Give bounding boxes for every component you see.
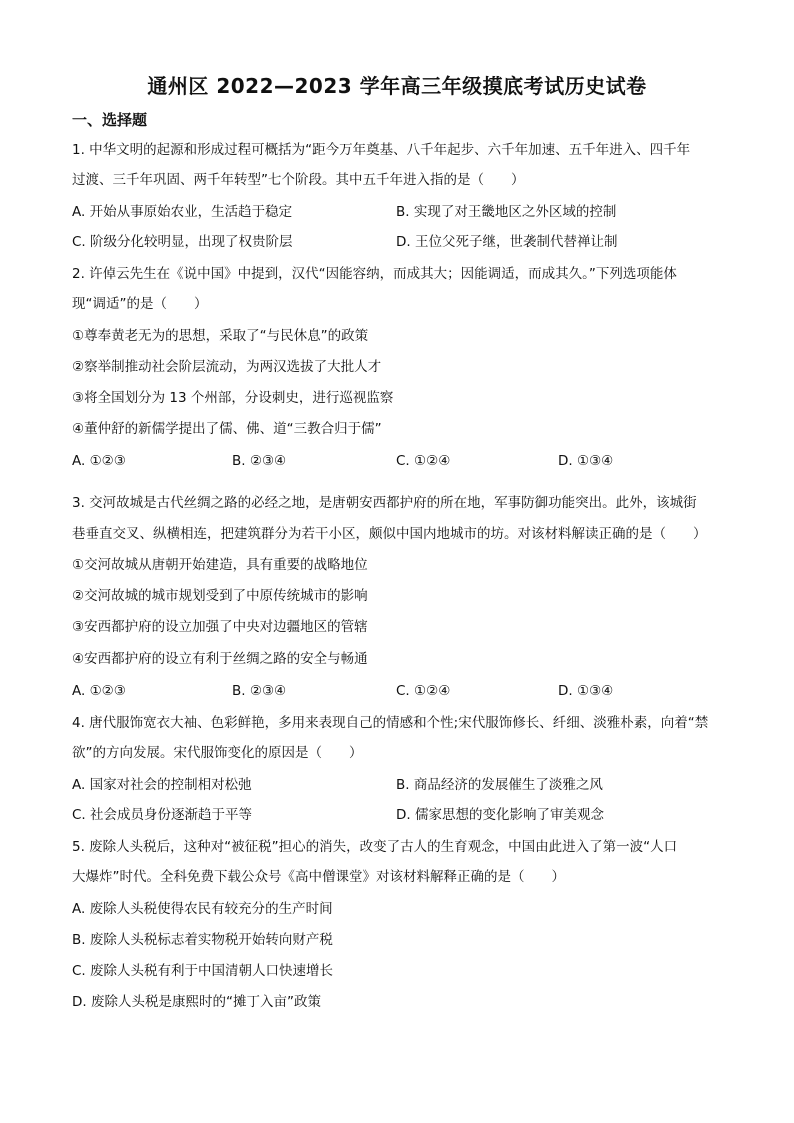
q5-stem-line1: 5. 废除人头税后，这种对“被征税”担心的消失，改变了古人的生育观念，中国由此进入了第一波“人口 (72, 839, 678, 855)
q1-options-row2 (72, 233, 732, 251)
q3-option-a: A. ①②③ (72, 683, 126, 699)
q2-options-row (72, 452, 732, 470)
q2-option-d: D. ①③④ (558, 453, 614, 469)
q2-stem-line1: 2. 许倬云先生在《说中国》中提到，汉代“因能容纳，而成其大；因能调适，而成其久。”下列选项能体 (72, 266, 677, 282)
page-title: 通州区 2022—2023 学年高三年级摸底考试历史试卷 (147, 74, 647, 98)
q1-options-row1 (72, 203, 732, 221)
q5-option-b: B. 废除人头税标志着实物税开始转向财产税 (72, 932, 333, 948)
q1-option-d: D. 王位父死子继，世袭制代替禅让制 (396, 234, 618, 250)
q4-options-row1 (72, 776, 732, 794)
q1-stem-line1: 1. 中华文明的起源和形成过程可概括为“距今万年奠基、八千年起步、六千年加速、五千年进入、四千年 (72, 142, 691, 158)
q3-option-b: B. ②③④ (232, 683, 287, 699)
q4-option-c: C. 社会成员身份逐渐趋于平等 (72, 807, 253, 823)
q2-item-4: ④董仲舒的新儒学提出了儒、佛、道“三教合归于儒” (72, 421, 382, 437)
q4-option-a: A. 国家对社会的控制相对松弛 (72, 777, 252, 793)
q4-option-b: B. 商品经济的发展催生了淡雅之风 (396, 777, 603, 793)
q2-option-b: B. ②③④ (232, 453, 287, 469)
q3-item-3: ③安西都护府的设立加强了中央对边疆地区的管辖 (72, 619, 368, 635)
q3-stem-line2: 巷垂直交叉、纵横相连，把建筑群分为若干小区，颇似中国内地城市的坊。对该材料解读正确的是（ ） (72, 526, 707, 542)
q2-item-2: ②察举制推动社会阶层流动，为两汉选拔了大批人才 (72, 359, 382, 375)
q2-option-a: A. ①②③ (72, 453, 126, 469)
q1-option-a: A. 开始从事原始农业，生活趋于稳定 (72, 204, 293, 220)
q1-option-c: C. 阶级分化较明显，出现了权贵阶层 (72, 234, 293, 250)
q1-option-b: B. 实现了对王畿地区之外区域的控制 (396, 204, 617, 220)
q5-option-d: D. 废除人头税是康熙时的“摊丁入亩”政策 (72, 994, 321, 1010)
q3-item-4: ④安西都护府的设立有利于丝绸之路的安全与畅通 (72, 651, 368, 667)
q5-option-a: A. 废除人头税使得农民有较充分的生产时间 (72, 901, 333, 917)
q2-item-1: ①尊奉黄老无为的思想，采取了“与民休息”的政策 (72, 328, 369, 344)
section-heading: 一、选择题 (72, 111, 148, 129)
q3-item-2: ②交河故城的城市规划受到了中原传统城市的影响 (72, 588, 368, 604)
q2-stem-line2: 现“调适”的是（ ） (72, 296, 208, 312)
q1-stem-line2: 过渡、三千年巩固、两千年转型”七个阶段。其中五千年进入指的是（ ） (72, 172, 525, 188)
q5-stem-line2: 大爆炸”时代。全科免费下载公众号《高中僧课堂》对该材料解释正确的是（ ） (72, 869, 565, 885)
q3-item-1: ①交河故城从唐朝开始建造，具有重要的战略地位 (72, 557, 368, 573)
q3-options-row (72, 682, 732, 700)
q2-item-3: ③将全国划分为 13 个州部，分设刺史，进行巡视监察 (72, 390, 394, 406)
q4-option-d: D. 儒家思想的变化影响了审美观念 (396, 807, 604, 823)
q3-option-d: D. ①③④ (558, 683, 614, 699)
q3-stem-line1: 3. 交河故城是古代丝绸之路的必经之地，是唐朝安西都护府的所在地，军事防御功能突出。此外，该城街 (72, 495, 697, 511)
q5-option-c: C. 废除人头税有利于中国清朝人口快速增长 (72, 963, 334, 979)
q4-options-row2 (72, 806, 732, 824)
q3-option-c: C. ①②④ (396, 683, 451, 699)
q2-option-c: C. ①②④ (396, 453, 451, 469)
q4-stem-line2: 欲”的方向发展。宋代服饰变化的原因是（ ） (72, 745, 363, 761)
q4-stem-line1: 4. 唐代服饰宽衣大袖、色彩鲜艳，多用来表现自己的情感和个性;宋代服饰修长、纤细、淡雅朴素，向着“禁 (72, 715, 709, 731)
